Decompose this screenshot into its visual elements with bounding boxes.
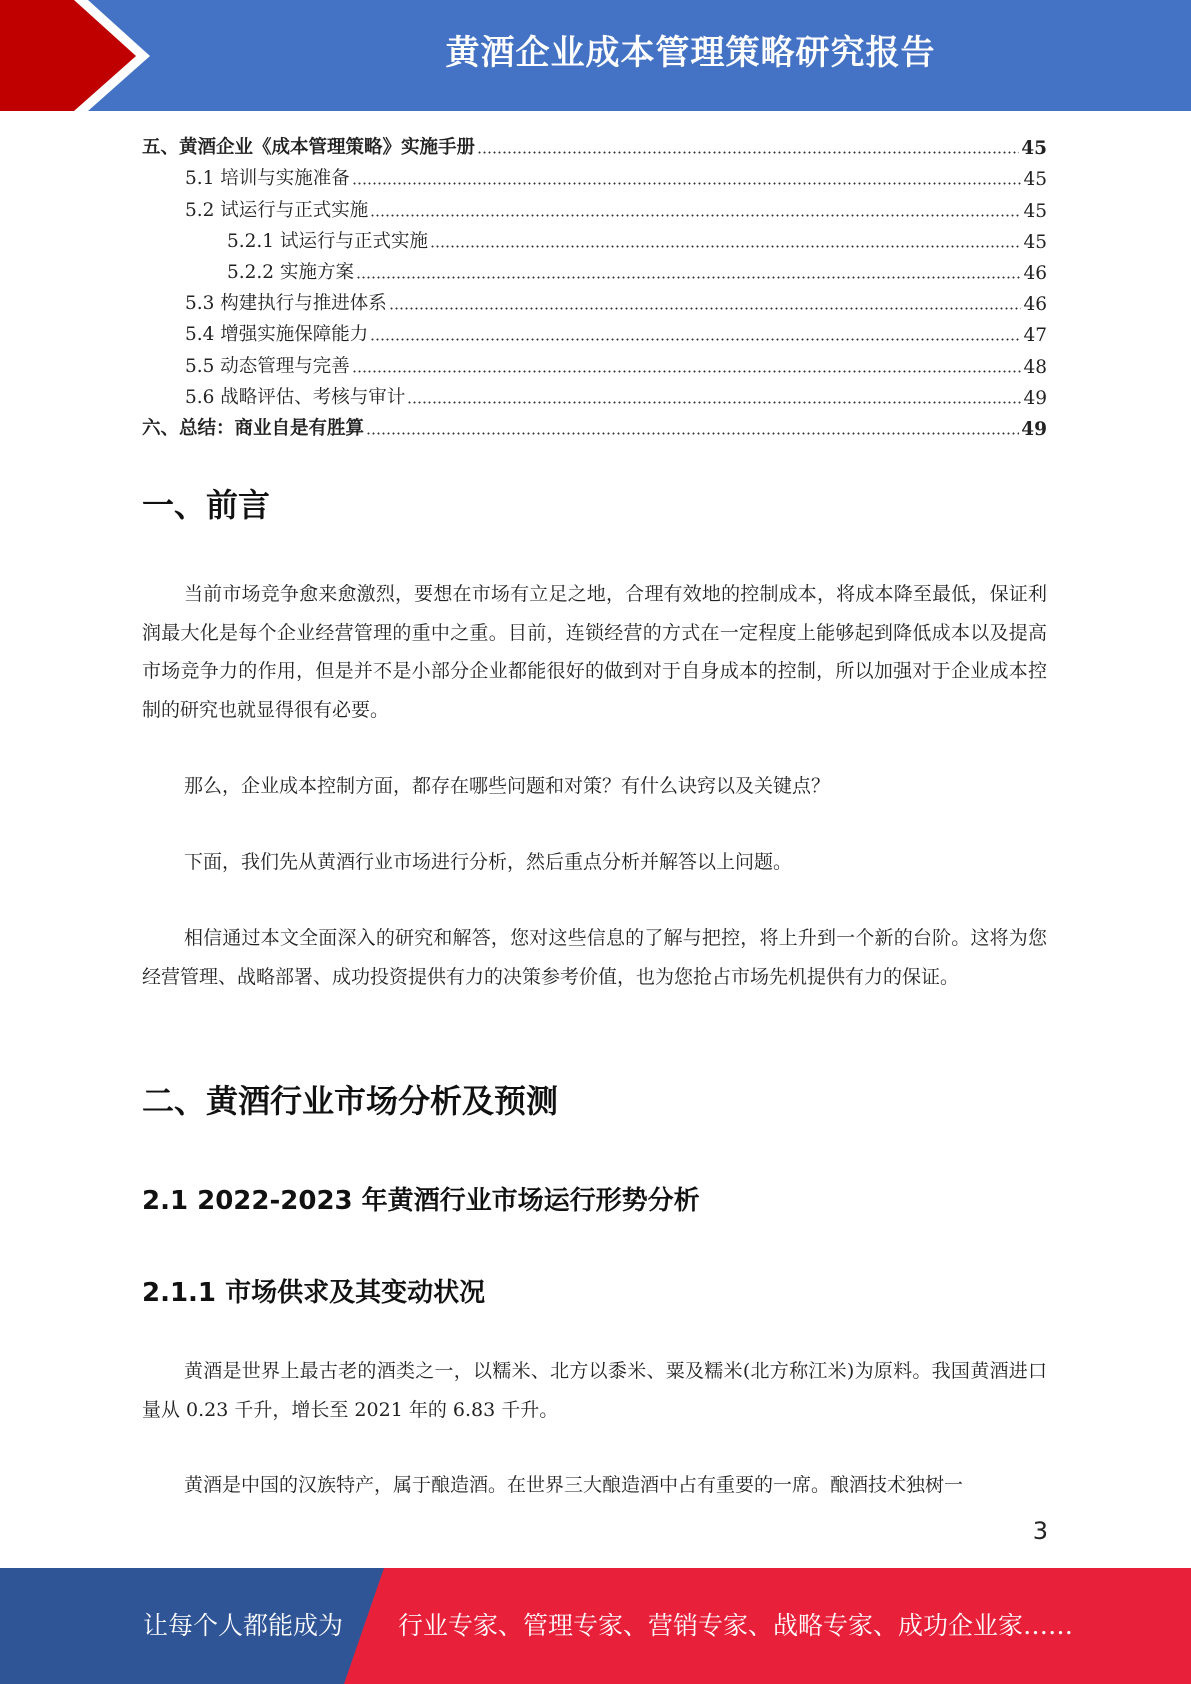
preface-paragraph-3: 下面，我们先从黄酒行业市场进行分析，然后重点分析并解答以上问题。 (184, 851, 793, 873)
footer-slogan-left: 让每个人都能成为 (143, 1611, 344, 1640)
toc-entry-page: 48 (1023, 356, 1047, 378)
subsection-heading-2-1-1: 2.1.1 市场供求及其变动状况 (142, 1278, 486, 1308)
toc-dot-leader (352, 165, 1022, 185)
toc-entry-label: 五、黄酒企业《成本管理策略》实施手册 (142, 137, 476, 159)
table-of-contents (142, 128, 1047, 440)
toc-entry-label: 5.4 增强实施保障能力 (185, 324, 369, 346)
toc-entry[interactable] (142, 222, 1047, 253)
market-paragraph-1: 黄酒是世界上最古老的酒类之一，以糯米、北方以黍米、粟及糯米(北方称江米)为原料。我国黄酒进口量从 0.23 千升，增长至 2021 年的 6.83 千升。 (142, 1360, 1047, 1421)
header-title: 黄酒企业成本管理策略研究报告 (445, 33, 936, 73)
preface-heading: 一、前言 (142, 486, 271, 524)
toc-dot-leader (370, 321, 1021, 341)
toc-entry[interactable] (142, 159, 1047, 190)
market-analysis-heading: 二、黄酒行业市场分析及预测 (142, 1082, 559, 1120)
preface-paragraph-2: 那么，企业成本控制方面，都存在哪些问题和对策？有什么诀窍以及关键点？ (184, 775, 831, 797)
toc-entry-label: 5.2.2 实施方案 (227, 261, 354, 283)
toc-entry-page: 46 (1023, 294, 1047, 316)
toc-entry-page: 45 (1023, 200, 1047, 222)
toc-entry-label: 5.3 构建执行与推进体系 (185, 293, 387, 315)
toc-entry[interactable] (142, 378, 1047, 409)
toc-dot-leader (352, 353, 1022, 373)
toc-entry[interactable] (142, 284, 1047, 315)
page-footer (0, 1568, 1191, 1684)
toc-entry[interactable] (142, 346, 1047, 377)
toc-entry-label: 5.2 试运行与正式实施 (185, 199, 369, 221)
toc-dot-leader (356, 259, 1022, 279)
toc-entry-label: 5.6 战略评估、考核与审计 (185, 386, 406, 408)
market-paragraph-2: 黄酒是中国的汉族特产，属于酿造酒。在世界三大酿造酒中占有重要的一席。酿酒技术独树一 (184, 1474, 964, 1496)
footer-slogan-right: 行业专家、管理专家、营销专家、战略专家、成功企业家…… (398, 1611, 1074, 1640)
toc-entry-page: 45 (1023, 169, 1047, 191)
toc-entry[interactable] (142, 315, 1047, 346)
toc-entry-page: 49 (1021, 418, 1047, 440)
toc-entry-label: 5.5 动态管理与完善 (185, 355, 350, 377)
toc-entry-label: 5.2.1 试运行与正式实施 (227, 230, 428, 252)
page-header (0, 0, 1191, 111)
toc-entry-page: 49 (1023, 387, 1047, 409)
toc-dot-leader (407, 384, 1021, 404)
subsection-heading-2-1: 2.1 2022-2023 年黄酒行业市场运行形势分析 (142, 1186, 700, 1216)
toc-entry-page: 45 (1021, 138, 1047, 160)
toc-entry-page: 46 (1023, 262, 1047, 284)
preface-paragraph-4: 相信通过本文全面深入的研究和解答，您对这些信息的了解与把控，将上升到一个新的台阶。这将为您经营管理、战略部署、成功投资提供有力的决策参考价值，也为您抢占市场先机提供有力的保证。 (142, 927, 1047, 988)
toc-entry[interactable] (142, 409, 1047, 440)
toc-entry[interactable] (142, 190, 1047, 221)
page-number: 3 (1032, 1517, 1048, 1545)
toc-entry[interactable] (142, 253, 1047, 284)
toc-entry-label: 六、总结：商业自是有胜算 (142, 417, 365, 439)
toc-dot-leader (389, 290, 1022, 310)
toc-entry-page: 47 (1023, 325, 1047, 347)
toc-dot-leader (366, 415, 1019, 435)
preface-paragraph-1: 当前市场竞争愈来愈激烈，要想在市场有立足之地，合理有效地的控制成本，将成本降至最低，保证利润最大化是每个企业经营管理的重中之重。目前，连锁经营的方式在一定程度上能够起到降低成本以及提高市场竞争力的作用，但是并不是小部分企业都能很好的做到对于自身成本的控制，所以加强对于企业成本控制的研究也就显得很有必要。 (142, 583, 1047, 721)
toc-dot-leader (430, 228, 1021, 248)
toc-dot-leader (370, 197, 1021, 217)
toc-entry[interactable] (142, 128, 1047, 159)
toc-entry-label: 5.1 培训与实施准备 (185, 168, 350, 190)
header-chevron-decoration (0, 0, 200, 111)
toc-entry-page: 45 (1023, 231, 1047, 253)
toc-dot-leader (477, 134, 1019, 154)
